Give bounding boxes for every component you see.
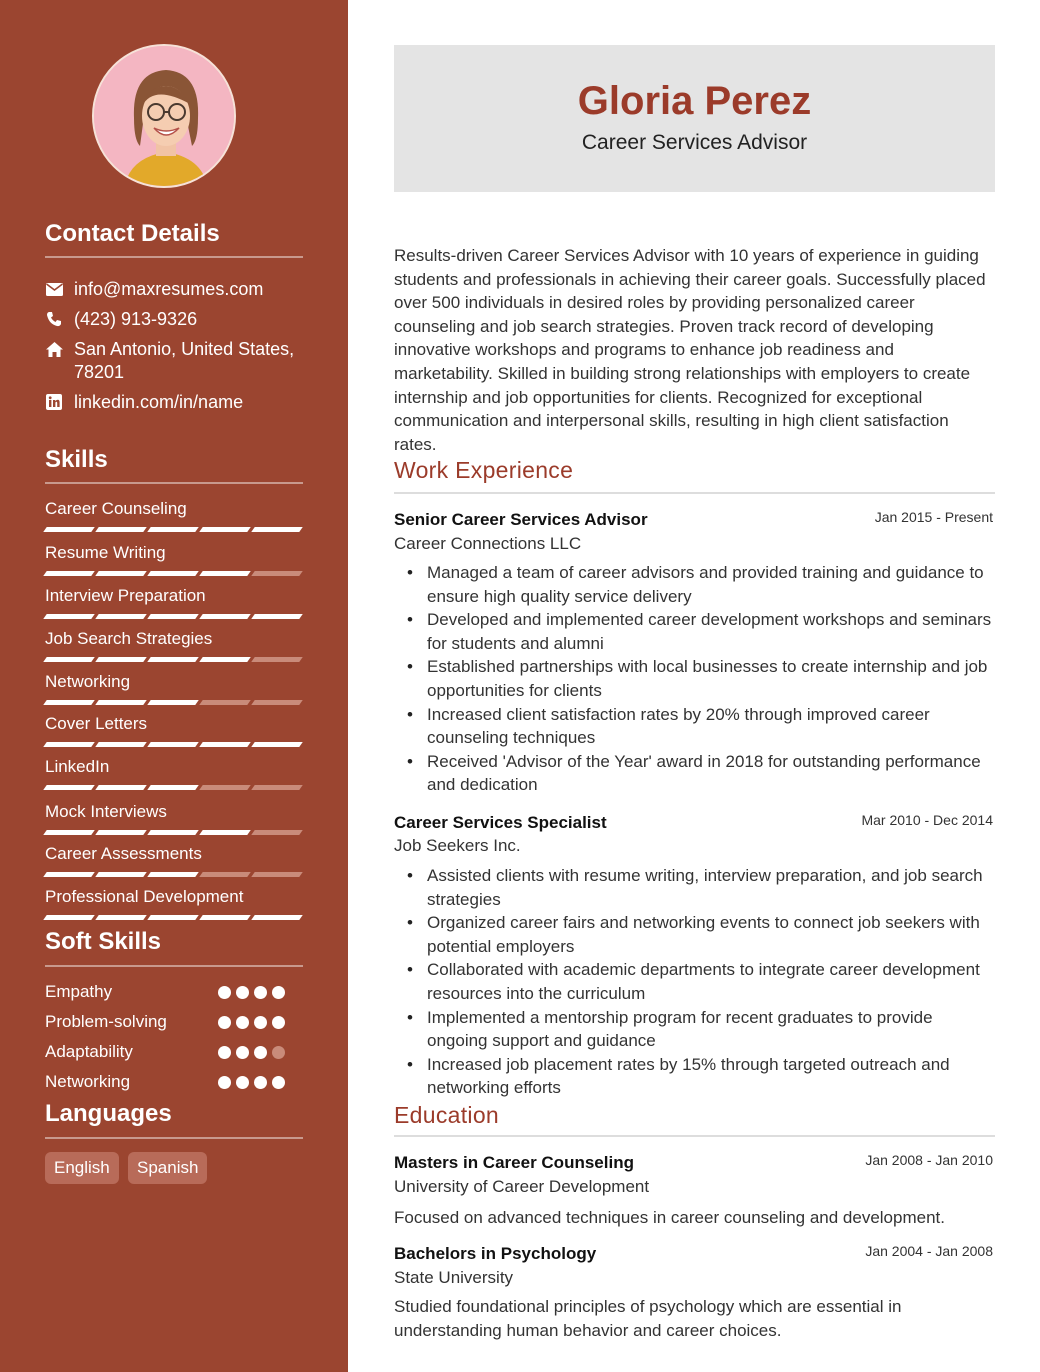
job-bullet: • Received 'Advisor of the Year' award in 2018 for outstanding performance and dedication xyxy=(394,750,994,797)
phone-text: (423) 913-9326 xyxy=(74,309,198,329)
skill-level-segment xyxy=(251,657,303,662)
skill-level-segment xyxy=(199,830,251,835)
job-dates: Mar 2010 - Dec 2014 xyxy=(861,812,993,828)
skill-level-segment xyxy=(147,527,199,532)
skill-name: Mock Interviews xyxy=(45,802,167,821)
avatar-illustration xyxy=(94,46,236,188)
soft-skill-name: Adaptability xyxy=(45,1042,133,1061)
skill-level-segment xyxy=(147,785,199,790)
school-name: State University xyxy=(394,1268,514,1287)
work-heading: Work Experience xyxy=(394,457,574,483)
skill-level-segment xyxy=(199,785,251,790)
skill-name: Interview Preparation xyxy=(45,586,206,605)
skill-level-segment xyxy=(95,915,147,920)
skill-level-segment xyxy=(251,872,303,877)
job-bullet: • Developed and implemented career development workshops and seminars for students and alumni xyxy=(394,608,994,655)
skill-level-segment xyxy=(95,571,147,576)
soft-skill-item xyxy=(45,1042,285,1062)
skill-level-segment xyxy=(95,872,147,877)
soft-skill-name: Empathy xyxy=(45,982,113,1001)
degree-title: Bachelors in Psychology xyxy=(394,1244,597,1263)
skill-level-segment xyxy=(147,571,199,576)
languages-divider xyxy=(45,1137,303,1139)
skill-level-segment xyxy=(147,742,199,747)
rating-dot xyxy=(254,1016,267,1029)
job-bullet: • Organized career fairs and networking events to connect job seekers with potential employers xyxy=(394,911,994,958)
rating-dot xyxy=(236,986,249,999)
skill-level-segment xyxy=(95,785,147,790)
skill-name: Cover Letters xyxy=(45,714,148,733)
skill-level-segment xyxy=(251,527,303,532)
skill-level-segment xyxy=(251,700,303,705)
address-text xyxy=(74,338,294,384)
job-dates: Jan 2015 - Present xyxy=(874,509,993,525)
skill-item xyxy=(45,672,303,705)
skill-level-segment xyxy=(251,830,303,835)
rating-dot xyxy=(218,1046,231,1059)
skill-level-segment xyxy=(43,527,95,532)
rating-dot xyxy=(272,986,285,999)
skill-level-segment xyxy=(199,872,251,877)
job-bullet: • Established partnerships with local businesses to create internship and job opportunities for clients xyxy=(394,655,994,702)
skill-level-segment xyxy=(199,915,251,920)
address-line-2: 78201 xyxy=(74,362,125,382)
contact-heading: Contact Details xyxy=(45,220,220,247)
soft-skill-rating xyxy=(218,1046,285,1059)
skill-name: Career Assessments xyxy=(45,844,202,863)
skill-level-segment xyxy=(251,915,303,920)
home-icon xyxy=(45,340,63,358)
language-tag: Spanish xyxy=(128,1152,207,1184)
soft-skill-name: Problem-solving xyxy=(45,1012,167,1031)
skill-level-bar xyxy=(45,872,303,877)
skill-level-segment xyxy=(43,742,95,747)
language-tag: English xyxy=(45,1152,119,1184)
candidate-role: Career Services Advisor xyxy=(581,131,808,154)
skill-name: Professional Development xyxy=(45,887,244,906)
contact-divider xyxy=(45,256,303,258)
job-bullets xyxy=(394,561,994,797)
degree-description: Studied foundational principles of psychology which are essential in understanding human behavior and career choices. xyxy=(394,1297,902,1340)
skill-level-bar xyxy=(45,571,303,576)
skill-level-bar xyxy=(45,614,303,619)
job-title: Career Services Specialist xyxy=(394,813,607,832)
skill-level-segment xyxy=(251,571,303,576)
header-box xyxy=(394,45,995,192)
sidebar xyxy=(0,0,348,1372)
job-bullet: • Collaborated with academic departments to integrate career development resources into the curriculum xyxy=(394,958,994,1005)
skill-name: Career Counseling xyxy=(45,499,187,518)
skills-heading: Skills xyxy=(45,446,108,473)
soft-skill-name: Networking xyxy=(45,1072,131,1091)
skill-level-segment xyxy=(95,614,147,619)
skill-level-segment xyxy=(43,830,95,835)
rating-dot xyxy=(236,1046,249,1059)
rating-dot xyxy=(272,1076,285,1089)
rating-dot xyxy=(236,1016,249,1029)
job-bullet: • Managed a team of career advisors and provided training and guidance to ensure high quality service delivery xyxy=(394,561,994,608)
soft-skills-heading: Soft Skills xyxy=(45,928,162,955)
languages-heading: Languages xyxy=(45,1100,172,1127)
contact-linkedin[interactable] xyxy=(45,391,305,414)
job-bullet: • Assisted clients with resume writing, interview preparation, and job search strategies xyxy=(394,864,994,911)
soft-skill-item xyxy=(45,982,285,1002)
job-company: Job Seekers Inc. xyxy=(394,836,521,855)
skill-item xyxy=(45,887,303,920)
education-divider xyxy=(394,1135,995,1137)
skill-level-segment xyxy=(43,872,95,877)
degree-title: Masters in Career Counseling xyxy=(394,1153,634,1172)
rating-dot xyxy=(218,1076,231,1089)
skill-level-bar xyxy=(45,830,303,835)
skill-level-segment xyxy=(95,742,147,747)
skills-divider xyxy=(45,482,303,484)
skill-level-segment xyxy=(199,700,251,705)
skill-level-segment xyxy=(147,830,199,835)
envelope-icon xyxy=(45,280,63,298)
rating-dot xyxy=(254,1076,267,1089)
skill-level-segment xyxy=(251,614,303,619)
education-heading: Education xyxy=(394,1102,499,1128)
job-company: Career Connections LLC xyxy=(394,534,582,553)
soft-skill-rating xyxy=(218,986,285,999)
skill-level-segment xyxy=(95,657,147,662)
skill-item xyxy=(45,844,303,877)
skill-name: Resume Writing xyxy=(45,543,166,562)
job-title: Senior Career Services Advisor xyxy=(394,510,648,529)
skill-level-segment xyxy=(251,742,303,747)
skill-level-segment xyxy=(43,571,95,576)
skill-level-segment xyxy=(43,614,95,619)
skill-level-segment xyxy=(147,657,199,662)
skill-level-segment xyxy=(43,700,95,705)
skill-level-segment xyxy=(199,742,251,747)
skill-level-segment xyxy=(95,700,147,705)
job-bullet: • Increased job placement rates by 15% through targeted outreach and networking efforts xyxy=(394,1053,994,1100)
soft-skill-item xyxy=(45,1012,285,1032)
skill-item xyxy=(45,714,303,747)
rating-dot xyxy=(254,986,267,999)
skill-name: Job Search Strategies xyxy=(45,629,213,648)
job-bullet: • Implemented a mentorship program for recent graduates to provide ongoing support and guidance xyxy=(394,1006,994,1053)
rating-dot xyxy=(218,986,231,999)
skill-level-bar xyxy=(45,700,303,705)
job-bullets xyxy=(394,864,994,1100)
skill-level-bar xyxy=(45,915,303,920)
skill-level-segment xyxy=(199,614,251,619)
skill-name: Networking xyxy=(45,672,131,691)
linkedin-icon xyxy=(45,393,63,411)
skill-level-segment xyxy=(43,785,95,790)
rating-dot xyxy=(236,1076,249,1089)
soft-skill-rating xyxy=(218,1076,285,1089)
skill-level-segment xyxy=(147,915,199,920)
degree-dates: Jan 2004 - Jan 2008 xyxy=(865,1243,993,1259)
skill-level-bar xyxy=(45,527,303,532)
skill-item xyxy=(45,499,303,532)
skill-level-segment xyxy=(199,571,251,576)
skill-level-segment xyxy=(147,872,199,877)
contact-phone[interactable] xyxy=(45,308,305,331)
skill-level-segment xyxy=(95,830,147,835)
degree-dates: Jan 2008 - Jan 2010 xyxy=(865,1152,993,1168)
profile-photo xyxy=(92,44,236,188)
skill-item xyxy=(45,543,303,576)
skill-level-segment xyxy=(147,700,199,705)
skill-item xyxy=(45,586,303,619)
degree-description: Focused on advanced techniques in career counseling and development. xyxy=(394,1208,945,1227)
skill-level-bar xyxy=(45,785,303,790)
email-text: info@maxresumes.com xyxy=(74,279,264,299)
address-line-1: San Antonio, United States, xyxy=(74,339,295,359)
skill-level-segment xyxy=(95,527,147,532)
skill-level-segment xyxy=(199,527,251,532)
skill-level-segment xyxy=(43,657,95,662)
phone-icon xyxy=(45,310,63,328)
rating-dot xyxy=(254,1046,267,1059)
soft-skill-item xyxy=(45,1072,285,1092)
skill-name: LinkedIn xyxy=(45,757,110,776)
linkedin-text: linkedin.com/in/name xyxy=(74,392,244,412)
contact-email[interactable] xyxy=(45,278,305,301)
summary: Results-driven Career Services Advisor with 10 years of experience in guiding students and professionals in achieving their career goals. Successfully placed over 500 individuals in desired roles by providing personalized career counseling and job search strategies. Proven track record of developing innovative workshops and programs to enhance job readiness and marketability. Skilled in building strong relationships with employers to create internship and job opportunities for clients. Recognized for exceptional communication and interpersonal skills, resulting in high client satisfaction rates. xyxy=(394,246,986,454)
rating-dot xyxy=(272,1016,285,1029)
skill-level-segment xyxy=(147,614,199,619)
soft-skills-divider xyxy=(45,965,303,967)
skill-item xyxy=(45,802,303,835)
skill-level-segment xyxy=(251,785,303,790)
contact-address xyxy=(45,338,305,384)
rating-dot xyxy=(272,1046,285,1059)
skill-level-segment xyxy=(199,657,251,662)
school-name: University of Career Development xyxy=(394,1177,650,1196)
skill-level-bar xyxy=(45,742,303,747)
skill-item xyxy=(45,629,303,662)
skill-level-segment xyxy=(43,915,95,920)
skill-item xyxy=(45,757,303,790)
skill-level-bar xyxy=(45,657,303,662)
work-divider xyxy=(394,492,995,494)
rating-dot xyxy=(218,1016,231,1029)
soft-skill-rating xyxy=(218,1016,285,1029)
job-bullet: • Increased client satisfaction rates by 20% through improved career counseling techniques xyxy=(394,703,994,750)
candidate-name: Gloria Perez xyxy=(577,79,812,123)
